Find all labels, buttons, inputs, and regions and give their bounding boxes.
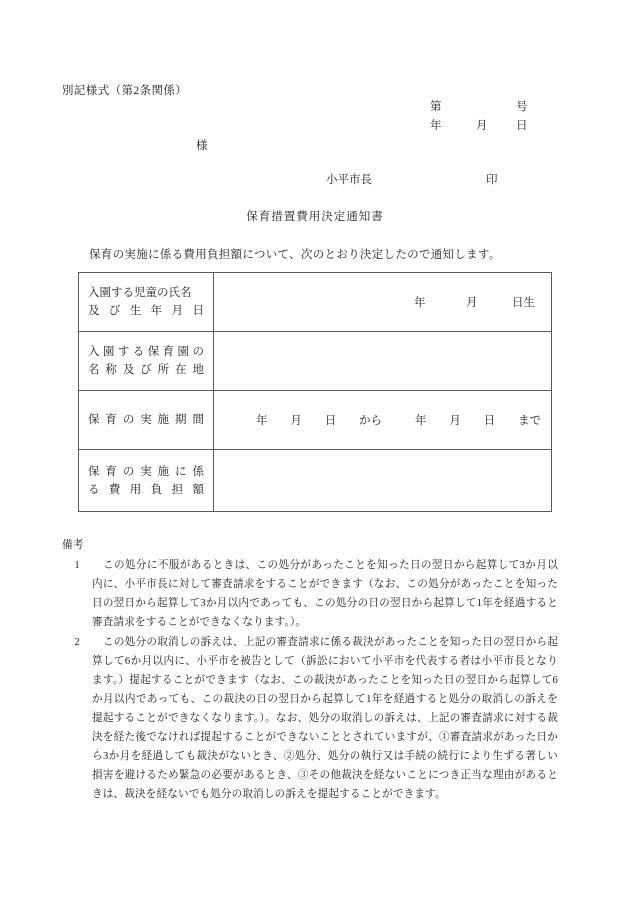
label-char: 担: [171, 483, 184, 496]
label-line-1: [88, 411, 204, 429]
date-month-label: 月: [476, 120, 488, 132]
label-char: 称: [105, 364, 117, 376]
label-line-2: [88, 481, 204, 499]
row-label-child-name-birthdate: [79, 273, 214, 332]
label-char: 用: [129, 483, 142, 496]
label-char: 入: [88, 346, 100, 358]
label-char: の: [122, 465, 135, 478]
table-row-child-name-birthdate: [79, 273, 552, 332]
label-char: に: [175, 465, 187, 478]
label-char: 生: [129, 305, 142, 317]
label-line-2: [88, 302, 204, 320]
decision-details-table: [78, 272, 552, 512]
number-suffix-label: 号: [516, 101, 528, 113]
label-char: 育: [105, 465, 117, 478]
label-char: の: [192, 346, 204, 358]
label-char: 費: [108, 483, 121, 496]
notes-heading: 備考: [62, 540, 84, 551]
document-date-row: [430, 117, 555, 136]
label-char: 日: [192, 305, 204, 317]
label-char: 施: [157, 465, 170, 478]
label-char: 所: [157, 364, 170, 376]
label-char: 育: [105, 414, 117, 426]
label-char: 及: [88, 305, 100, 317]
label-char: 係: [192, 465, 204, 478]
note-text: この処分の取消しの訴えは、上記の審査請求に係る裁決があったことを知った日の翌日から起算して6か月以内に、小平市を被告として（訴訟において小平市を代表する者は小平市長となります。）提起することができます（なお、この裁決があったことを知った日の翌日から起算して6か月以内であっても、この裁決の日の翌日から起算して1年を経過すると処分の取消しの訴えを提起することができなくなります。）。なお、処分の取消しの訴えは、上記の審査請求に対する裁決を経た後でなければ提起することができないこととされていますが、①審査請求があった日から3か月を経過しても裁決がないとき、②処分、処分の執行又は手続の続行により生ずる著しい損害を避けるため緊急の必要があるとき、③その他裁決を経ないことにつき正当な理由があるときは、裁決を経ないでも処分の取消しの訴えを提起することができます。: [92, 637, 558, 800]
row-value-child-name-birthdate[interactable]: [214, 273, 552, 332]
intro-paragraph: 保育の実施に係る費用負担額について、次のとおり決定したので通知します。: [89, 249, 501, 261]
addressee-suffix-label: 様: [196, 140, 208, 152]
label-char: 保: [147, 346, 160, 358]
label-char: す: [117, 346, 130, 358]
number-blank-field[interactable]: [476, 98, 516, 117]
label-char: 名: [88, 364, 100, 376]
issuer-name-label: 小平市長: [326, 174, 372, 186]
date-day-label: 日: [516, 120, 528, 132]
note-item: [62, 556, 558, 632]
label-char: び: [108, 305, 121, 317]
label-char: 及: [122, 364, 135, 376]
date-year-label: 年: [430, 120, 442, 132]
number-prefix-label: 第: [430, 101, 442, 113]
notes-section: [62, 536, 558, 804]
label-char: び: [140, 364, 152, 376]
seal-mark-label: 印: [486, 174, 498, 186]
label-char: 園: [177, 346, 190, 358]
form-id-label: 別記様式（第2条関係）: [62, 85, 188, 97]
birth-month-label: 月: [466, 297, 478, 309]
table-row-cost-amount: [79, 450, 552, 512]
label-char: る: [132, 346, 145, 358]
note-number: 2: [74, 637, 80, 648]
label-char: 育: [162, 346, 175, 358]
label-char: 在: [175, 364, 187, 376]
row-label-care-period: [79, 391, 214, 450]
period-to-day-label: 日: [483, 415, 496, 427]
label-char: 保: [88, 414, 100, 426]
label-char: 年: [150, 305, 163, 317]
period-to-month-label: 月: [449, 415, 461, 427]
label-line-1: [88, 343, 204, 361]
label-char: 月: [171, 305, 184, 317]
period-from-day-label: 日: [324, 415, 337, 427]
issuer-row: [326, 171, 556, 187]
label-char: 地: [192, 364, 204, 376]
label-char: 保: [88, 465, 100, 478]
period-to-word-label: まで: [518, 415, 542, 427]
birth-year-label: 年: [414, 297, 426, 309]
label-line-1: [88, 463, 204, 481]
care-period-fields: [224, 412, 541, 428]
note-number: 1: [74, 560, 80, 571]
label-char: 施: [157, 414, 170, 426]
table-row-care-period: [79, 391, 552, 450]
birthdate-fields: [224, 294, 541, 310]
label-char: る: [88, 483, 100, 496]
note-text: この処分に不服があるときは、この処分があったことを知った日の翌日から起算して3か月以内に、小平市長に対して審査請求をすることができます（なお、この処分があったことを知った日の翌日から起算して3か月以内であっても、この処分の日の翌日から起算して1年を経過すると審査請求をすることができなくなります。）。: [92, 560, 558, 628]
label-char: 額: [192, 483, 204, 496]
label-char: 期: [175, 414, 187, 426]
document-title: 保育措置費用決定通知書: [246, 211, 384, 223]
label-char: の: [122, 414, 135, 426]
period-to-year-label: 年: [415, 415, 427, 427]
label-line-1: 入園する児童の氏名: [88, 287, 192, 299]
table-row-nursery-name-address: [79, 332, 552, 391]
row-value-nursery-name-address[interactable]: [214, 332, 552, 391]
label-char: 園: [102, 346, 115, 358]
period-from-month-label: 月: [290, 415, 302, 427]
document-number-row: [430, 98, 555, 117]
label-char: 実: [140, 414, 152, 426]
label-char: 間: [192, 414, 204, 426]
birth-day-label: 日生: [512, 297, 535, 309]
label-char: 負: [150, 483, 163, 496]
label-line-2: [88, 361, 204, 379]
period-from-word-label: から: [359, 415, 383, 427]
document-number-block: [430, 98, 555, 136]
row-label-nursery-name-address: [79, 332, 214, 391]
row-value-care-period[interactable]: [214, 391, 552, 450]
period-from-year-label: 年: [256, 415, 268, 427]
label-char: 実: [140, 465, 152, 478]
row-value-cost-amount[interactable]: [214, 450, 552, 512]
note-item: [62, 633, 558, 804]
row-label-cost-amount: [79, 450, 214, 512]
